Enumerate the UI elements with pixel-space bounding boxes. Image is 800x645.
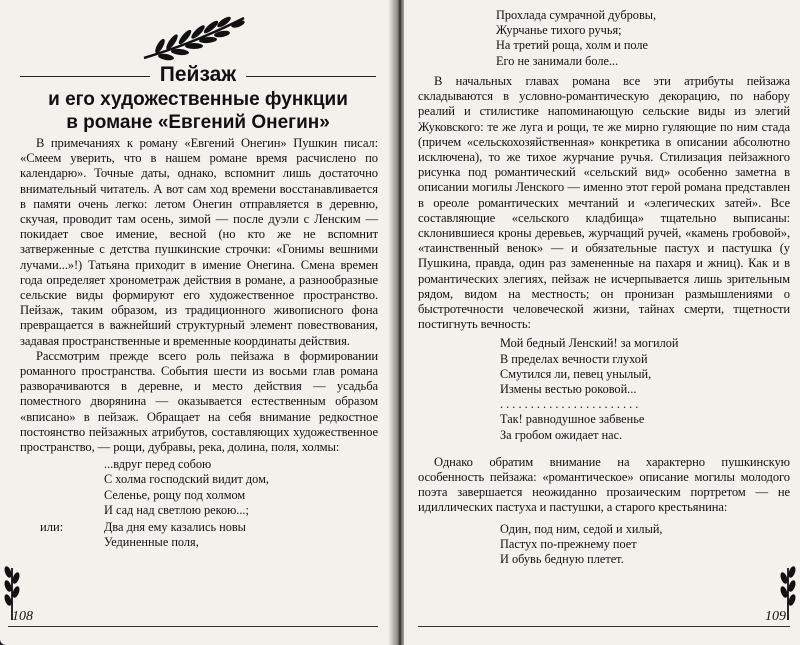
- page-number: 109: [765, 609, 786, 624]
- verse-line: Уединенные поля,: [104, 535, 199, 550]
- right-text-column: [418, 74, 790, 567]
- verse-line: Его не занимали боле...: [496, 53, 619, 68]
- chapter-heading: [0, 62, 396, 134]
- verse-line: За гробом ожидает нас.: [500, 427, 623, 442]
- chapter-subtitle-line-2: в романе «Евгений Онегин»: [66, 112, 330, 133]
- paragraph: Однако обратим внимание на характерно пушкинскую особенность пейзажа: «романтическое» описание могилы молодого поэта завершается неожиданно прозаическим портретом — не идиллических пастуха и пастушки, а старого крестьянина:: [418, 454, 790, 515]
- verse-line: Так! равнодушное забвенье: [500, 412, 645, 427]
- verse-line: Два дня ему казались новы: [104, 520, 246, 535]
- verse-line: Пастух по-прежнему поет: [500, 536, 637, 551]
- chapter-title: Пейзаж: [150, 62, 246, 88]
- verse-line: Журчанье тихого ручья;: [496, 23, 622, 38]
- left-text-column: [20, 136, 378, 550]
- verse-line: В пределах вечности глухой: [500, 351, 648, 366]
- verse-line: Измены вестью роковой...: [500, 382, 637, 397]
- verse-quote: [104, 457, 378, 518]
- verse-line: С холма господский видит дом,: [104, 472, 269, 487]
- verse-line: Смутился ли, певец унылый,: [500, 366, 652, 381]
- verse-ellipsis: . . . . . . . . . . . . . . . . . . . . . . .: [500, 397, 639, 412]
- verse-line: Мой бедный Ленский! за могилой: [500, 336, 679, 351]
- verse-line: Прохлада сумрачной дубровы,: [496, 8, 657, 22]
- right-page: [404, 0, 800, 645]
- footer-rule: [8, 626, 378, 627]
- verse-line: На третий роща, холм и поле: [496, 38, 648, 53]
- verse-quote: [500, 522, 790, 568]
- chapter-subtitle-line-1: и его художественные функции: [48, 89, 348, 110]
- verse-quote: [500, 336, 790, 442]
- verse-line: ...вдруг перед собою: [104, 457, 212, 472]
- verse-line: И сад над светлою рекою...;: [104, 502, 249, 517]
- left-page: [0, 0, 396, 645]
- verse-line: И обувь бедную плетет.: [500, 552, 624, 567]
- paragraph: Рассмотрим прежде всего роль пейзажа в формировании романного пространства. События шести из восьми глав романа разворачиваются в деревне, и место действия — усадьба поместного дворянина — оказывается естественным образом «вписано» в пейзаж. Обращает на себя внимание редкостное постоянство пейзажных атрибутов, составляющих художественное пространство, — рощи, дубравы, река, долина, поля, холмы:: [20, 348, 378, 455]
- verse-quote: [496, 8, 656, 69]
- or-label: или:: [40, 520, 64, 535]
- paragraph: В примечаниях к роману «Евгений Онегин» Пушкин писал: «Смеем уверить, что в нашем романе время расчислено по календарю». Точные даты, однако, вспомнит лишь достаточно внимательный читатель. А вот сам ход времени восстанавливается в памяти очень легко: летом Онегин отправляется в деревню, скучая, проводит там осень, зимой — после дуэли с Ленским — покидает свое имение, весной (но кто же не вспомнит затверженные с детства пушкинские строчки: «Гонимы вешними лучами...»!) Татьяна приходит в имение Онегина. Смена времен года определяет хронометраж действия в романе, а разнообразные сельские виды формируют его художественное пространство. Пейзаж, таким образом, из традиционного живописного фона превращается в важнейший структурный элемент повествования, задавая пространственные и временные координаты действия.: [20, 136, 378, 348]
- verse-line: Селенье, рощу под холмом: [104, 487, 246, 502]
- page-number: 108: [12, 609, 33, 624]
- footer-rule: [418, 626, 790, 627]
- paragraph: В начальных главах романа все эти атрибуты пейзажа складываются в условно-романтическую декорацию, по набору реалий и стилистике напоминающую сельские виды из элегий Жуковского: те же луга и рощи, те же мирно гуляющие по ним стада (причем «сельскохозяйственная» конкретика в описании абсолютно исключена), то же тихое журчание ручья. Стилизация пейзажного рисунка под романтический «сельский вид» особенно заметна в описании могилы Ленского — именно этот герой романа представлен в ореоле романтических мечтаний и «элегических затей». Все составляющие «сельского кладбища» тщательно выписаны: склонившиеся кроны деревьев, журчащий ручей, «камень гробовой», «таинственный венок» — и обязательные пастух и пастушка (у Пушкина, правда, один раз замененные на пахаря и жниц). Как и в романтических элегиях, пейзаж не исчерпывается лишь зрительным рядом, видом на местность; он пронизан размышлениями о быстротечности человеческой жизни, тайнах смерти, тщетности постигнуть вечность:: [418, 74, 790, 332]
- verse-quote: [20, 520, 378, 550]
- laurel-branch-icon: [140, 10, 250, 62]
- verse-line: Один, под ним, седой и хилый,: [500, 521, 663, 536]
